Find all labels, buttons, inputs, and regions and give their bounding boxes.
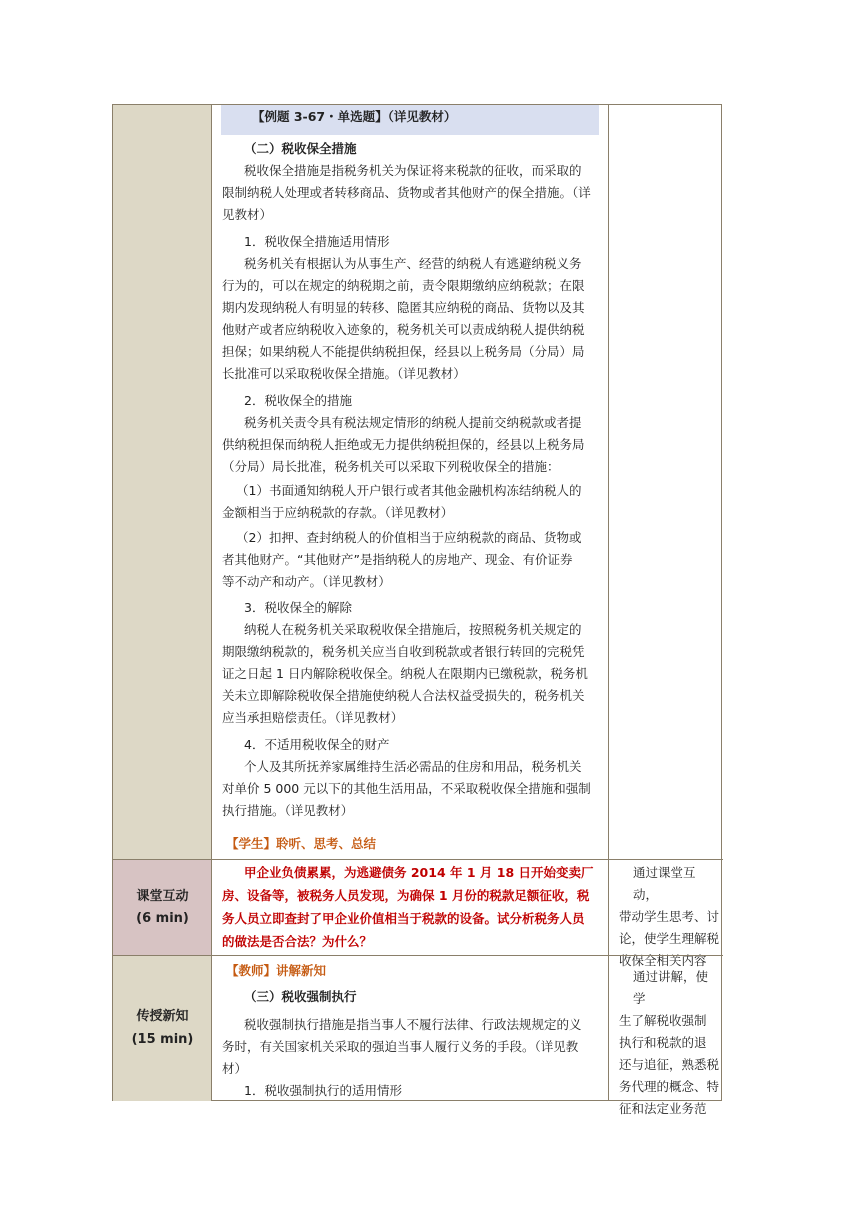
section-label: 传授新知 [136,1009,189,1024]
text-line: 者其他财产。“其他财产”是指纳税人的房地产、现金、有价证券 [222,552,573,567]
text-line: 行为的，可以在规定的纳税期之前，责令限期缴纳应纳税款；在限 [222,278,585,293]
row2-content-cell [212,859,608,955]
text-line: 限制纳税人处理或者转移商品、货物或者其他财产的保全措施。（详 [222,185,591,200]
row2-note-cell [608,859,723,968]
question-line: 房、设备等，被税务人员发现，为确保 1 月份的税款足额征收，税 [222,888,590,903]
row3-note-cell [608,955,723,1116]
lesson-table [112,104,722,1116]
text-line: 对单价 5 000 元以下的其他生活用品，不采取税收保全措施和强制 [222,781,591,796]
row1-side-cell [113,105,212,859]
text-line: 务时，有关国家机关采取的强迫当事人履行义务的手段。（详见教 [222,1039,579,1054]
text-line: 个人及其所抚养家属维持生活必需品的住房和用品，税务机关 [244,759,582,774]
text-line: 税收保全措施是指税务机关为保证将来税款的征收，而采取的 [244,163,582,178]
text-line: 他财产或者应纳税收入迹象的，税务机关可以责成纳税人提供纳税 [222,322,585,337]
text-line: 纳税人在税务机关采取税收保全措施后，按照税务机关规定的 [244,622,582,637]
note-line: 还与追征，熟悉税 [619,1057,720,1072]
section-label: 课堂互动 [136,889,189,904]
note-line: 通过课堂互动， [633,865,696,902]
text-line: 金额相当于应纳税款的存款。（详见教材） [222,505,454,520]
text-line: 税收强制执行措施是指当事人不履行法律、行政法规规定的义 [244,1017,582,1032]
row3-content-cell [212,955,608,1101]
note-line: 通过讲解，使学 [633,969,709,1006]
text-line: （2）扣押、查封纳税人的价值相当于应纳税款的商品、货物或 [236,530,582,545]
row2-side-cell [113,859,212,955]
note-line: 论，使学生理解税 [619,931,720,946]
section-time: (6 min) [136,911,189,926]
subheading: 3．税收保全的解除 [244,600,352,615]
question-line: 甲企业负债累累，为逃避债务 2014 年 1 月 18 日开始变卖厂 [244,865,594,880]
text-line: （分局）局长批准，税务机关可以采取下列税收保全的措施： [222,459,560,474]
row1-content-cell [212,105,608,859]
note-line: 收保全相关内容 [619,953,707,968]
note-line: 务代理的概念、特 [619,1079,720,1094]
text-line: 关未立即解除税收保全措施使纳税人合法权益受损失的，税务机关 [222,688,585,703]
student-tag: 【学生】聆听、思考、总结 [226,836,377,851]
text-line: 见教材） [222,207,273,222]
question-line: 务人员立即查封了甲企业价值相当于税款的设备。试分析税务人员 [222,911,585,926]
text-line: 税务机关有根据认为从事生产、经营的纳税人有逃避纳税义务 [244,256,582,271]
text-line: 期内发现纳税人有明显的转移、隐匿其应纳税的商品、货物以及其 [222,300,585,315]
note-line: 执行和税款的退 [619,1035,707,1050]
text-line: 材） [222,1061,248,1076]
text-line: 执行措施。（详见教材） [222,803,354,818]
subheading: 4．不适用税收保全的财产 [244,737,390,752]
question-line: 的做法是否合法？为什么？ [222,934,373,949]
text-line: 期限缴纳税款的，税务机关应当自收到税款或者银行转回的完税凭 [222,644,585,659]
subheading: 1．税收保全措施适用情形 [244,234,390,249]
text-line: （1）书面通知纳税人开户银行或者其他金融机构冻结纳税人的 [236,483,582,498]
subheading: 2．税收保全的措施 [244,393,352,408]
text-line: 证之日起 1 日内解除税收保全。纳税人在限期内已缴税款，税务机 [222,666,588,681]
example-title: 【例题 3-67・单选题】（详见教材） [252,109,457,124]
section-heading: （三）税收强制执行 [244,989,357,1004]
text-line: 应当承担赔偿责任。（详见教材） [222,710,404,725]
row3-side-cell [113,955,212,1101]
text-line: 税务机关责令具有税法规定情形的纳税人提前交纳税款或者提 [244,415,582,430]
section-time: (15 min) [131,1032,194,1047]
teacher-tag: 【教师】讲解新知 [226,963,327,978]
section-heading: （二）税收保全措施 [244,141,357,156]
note-line: 带动学生思考、讨 [619,909,720,924]
text-line: 长批准可以采取税收保全措施。（详见教材） [222,366,466,381]
text-line: 等不动产和动产。（详见教材） [222,574,391,589]
row1-note-cell [608,105,723,859]
note-line: 生了解税收强制 [619,1013,707,1028]
text-line: 担保；如果纳税人不能提供纳税担保，经县以上税务局（分局）局 [222,344,585,359]
text-line: 供纳税担保而纳税人拒绝或无力提供纳税担保的，经县以上税务局 [222,437,585,452]
note-line: 征和法定业务范 [619,1101,707,1116]
subheading: 1．税收强制执行的适用情形 [244,1083,402,1098]
